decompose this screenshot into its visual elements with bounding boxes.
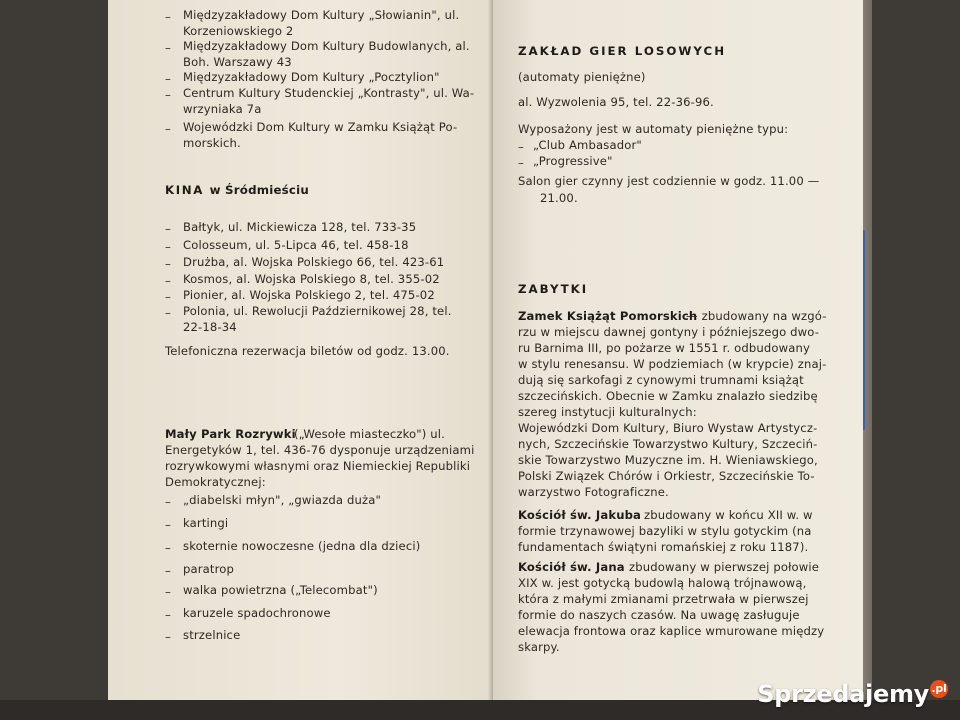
zamek-line-10: skie Towarzystwo Muzyczne im. H. Wieniawskiego,	[518, 453, 818, 467]
games-subtitle: (automaty pieniężne)	[518, 70, 646, 84]
dash: –	[165, 518, 171, 532]
jan-line-3: która z małymi zmianami przetrwała w pierwszej	[518, 592, 809, 606]
kino-balyk: Bałtyk, ul. Mickiewicza 128, tel. 733-35	[183, 220, 417, 234]
park-line-3: rozrywkowymi własnymi oraz Niemieckiej Republiki	[165, 459, 471, 473]
dash: –	[165, 41, 171, 55]
culture-item-1-line-2: Korzeniowskiego 2	[183, 24, 294, 38]
zamek-line-9: nych, Szczecińskie Towarzystwo Kultury, Szczeciń-	[518, 437, 818, 451]
culture-item-1-line-1: Międzyzakładowy Dom Kultury „Słowianin", ul.	[183, 8, 460, 22]
park-item-4: paratrop	[183, 562, 235, 576]
jan-line-2: XIX w. jest gotycką budowlą halową trójnawową,	[518, 576, 807, 590]
kina-heading-sub: w Śródmieściu	[209, 183, 309, 197]
jakub-line-3: fundamentach świątyni romańskiej z roku 1187).	[518, 540, 809, 554]
kino-polonia-line-2: 22-18-34	[183, 320, 237, 334]
jan-line-5: elewacja frontowa oraz kaplice wmurowane między	[518, 624, 825, 638]
culture-item-5-line-2: morskich.	[183, 136, 241, 150]
kina-heading-title: KINA	[165, 183, 204, 197]
dash: –	[165, 306, 171, 320]
zamek-line-5: dują się sarkofagi z cynowymi trumnami książąt	[518, 373, 804, 387]
dash: –	[165, 10, 171, 24]
reservation-note: Telefoniczna rezerwacja biletów od godz. 13.00.	[165, 344, 450, 358]
dash: –	[165, 290, 171, 304]
culture-item-2-line-2: Boh. Warszawy 43	[183, 55, 292, 69]
dash: –	[165, 222, 171, 236]
games-item-2: „Progressive"	[533, 154, 613, 168]
zamek-line-2: rzu w miejscu dawnej gontyny i późniejszego dwo-	[518, 325, 820, 339]
kino-kosmos: Kosmos, al. Wojska Polskiego 8, tel. 355-02	[183, 272, 440, 286]
dash: –	[165, 257, 171, 271]
dash: –	[165, 564, 171, 578]
park-line-4: Demokratycznej:	[165, 475, 266, 489]
games-item-1: „Club Ambasador"	[533, 138, 642, 152]
culture-item-5-line-1: Wojewódzki Dom Kultury w Zamku Książąt Po-	[183, 120, 458, 134]
dash: –	[165, 274, 171, 288]
dash: –	[518, 140, 524, 154]
dash: –	[165, 240, 171, 254]
zamek-line-11: Polski Związek Chórów i Orkiestr, Szczecińskie To-	[518, 469, 815, 483]
dash: –	[165, 72, 171, 86]
dash: –	[165, 88, 171, 102]
park-item-7: strzelnice	[183, 628, 241, 642]
zabytki-heading: ZABYTKI	[518, 282, 589, 296]
park-name: Mały Park Rozrywki	[165, 427, 296, 441]
park-line-1: („Wesołe miasteczko") ul.	[294, 427, 445, 441]
kino-pionier: Pionier, al. Wojska Polskiego 2, tel. 475-02	[183, 288, 435, 302]
jan-line-1: zbudowany w pierwszej połowie	[629, 560, 820, 574]
dash: –	[165, 630, 171, 644]
culture-item-4-line-1: Centrum Kultury Studenckiej „Kontrasty", ul. Wa-	[183, 86, 475, 100]
dash: –	[165, 585, 171, 599]
games-address: al. Wyzwolenia 95, tel. 22-36-96.	[518, 95, 714, 109]
dash: –	[165, 541, 171, 555]
sprzedajemy-watermark	[757, 680, 948, 708]
zamek-line-8: Wojewódzki Dom Kultury, Biuro Wystaw Artystycz-	[518, 421, 818, 435]
jakub-line-2: formie trzynawowej bazyliki w stylu gotyckim (na	[518, 524, 812, 538]
right-page	[493, 0, 863, 700]
zamek-line-6: szczecińskich. Obecnie w Zamku znalazło siedzibę	[518, 389, 818, 403]
games-hours-line-2: 21.00.	[540, 191, 578, 205]
jan-line-4: formie do naszych czasów. Na uwagę zasługuje	[518, 608, 800, 622]
watermark-badge: .pl	[930, 680, 948, 698]
park-item-3: skoternie nowoczesne (jedna dla dzieci)	[183, 539, 421, 553]
culture-item-4-line-2: wrzyniaka 7a	[183, 102, 262, 116]
park-item-5: walka powietrzna („Telecombat")	[183, 583, 378, 597]
culture-item-2-line-1: Międzyzakładowy Dom Kultury Budowlanych, al.	[183, 39, 470, 53]
culture-item-3: Międzyzakładowy Dom Kultury „Pocztylion"	[183, 70, 440, 84]
kino-druzba: Drużba, al. Wojska Polskiego 66, tel. 423-61	[183, 255, 445, 269]
left-page	[108, 0, 493, 700]
park-line-2: Energetyków 1, tel. 436-76 dysponuje urządzeniami	[165, 443, 475, 457]
games-heading: ZAKŁAD GIER LOSOWYCH	[518, 44, 727, 58]
zamek-name: Zamek Książąt Pomorskich	[518, 309, 698, 323]
zamek-line-12: warzystwo Fotograficzne.	[518, 485, 669, 499]
kino-colosseum: Colosseum, ul. 5-Lipca 46, tel. 458-18	[183, 238, 409, 252]
dash: –	[165, 122, 171, 136]
jan-line-6: skarpy.	[518, 640, 560, 654]
park-item-1: „diabelski młyn", „gwiazda duża"	[183, 493, 382, 507]
games-hours-line-1: Salon gier czynny jest codziennie w godz. 11.00 —	[518, 174, 820, 188]
jakub-line-1: zbudowany w końcu XII w. w	[644, 508, 813, 522]
dash: –	[165, 608, 171, 622]
dash: –	[518, 156, 524, 170]
jakub-name: Kościół św. Jakuba	[518, 508, 642, 522]
jan-name: Kościół św. Jana	[518, 560, 625, 574]
zamek-line-1: — zbudowany na wzgó-	[686, 309, 827, 323]
zamek-line-7: szereg instytucji kulturalnych:	[518, 405, 697, 419]
games-equipped: Wyposażony jest w automaty pieniężne typu:	[518, 122, 789, 136]
kino-polonia-line-1: Polonia, ul. Rewolucji Październikowej 28, tel.	[183, 304, 452, 318]
dash: –	[165, 495, 171, 509]
watermark-text: Sprzedajemy	[757, 680, 929, 708]
kina-heading	[165, 183, 309, 197]
park-item-6: karuzele spadochronowe	[183, 606, 331, 620]
zamek-line-3: ru Barnima III, po pożarze w 1551 r. odbudowany	[518, 341, 811, 355]
zamek-line-4: w stylu renesansu. W podziemiach (w krypcie) znaj-	[518, 357, 827, 371]
park-item-2: kartingi	[183, 516, 229, 530]
